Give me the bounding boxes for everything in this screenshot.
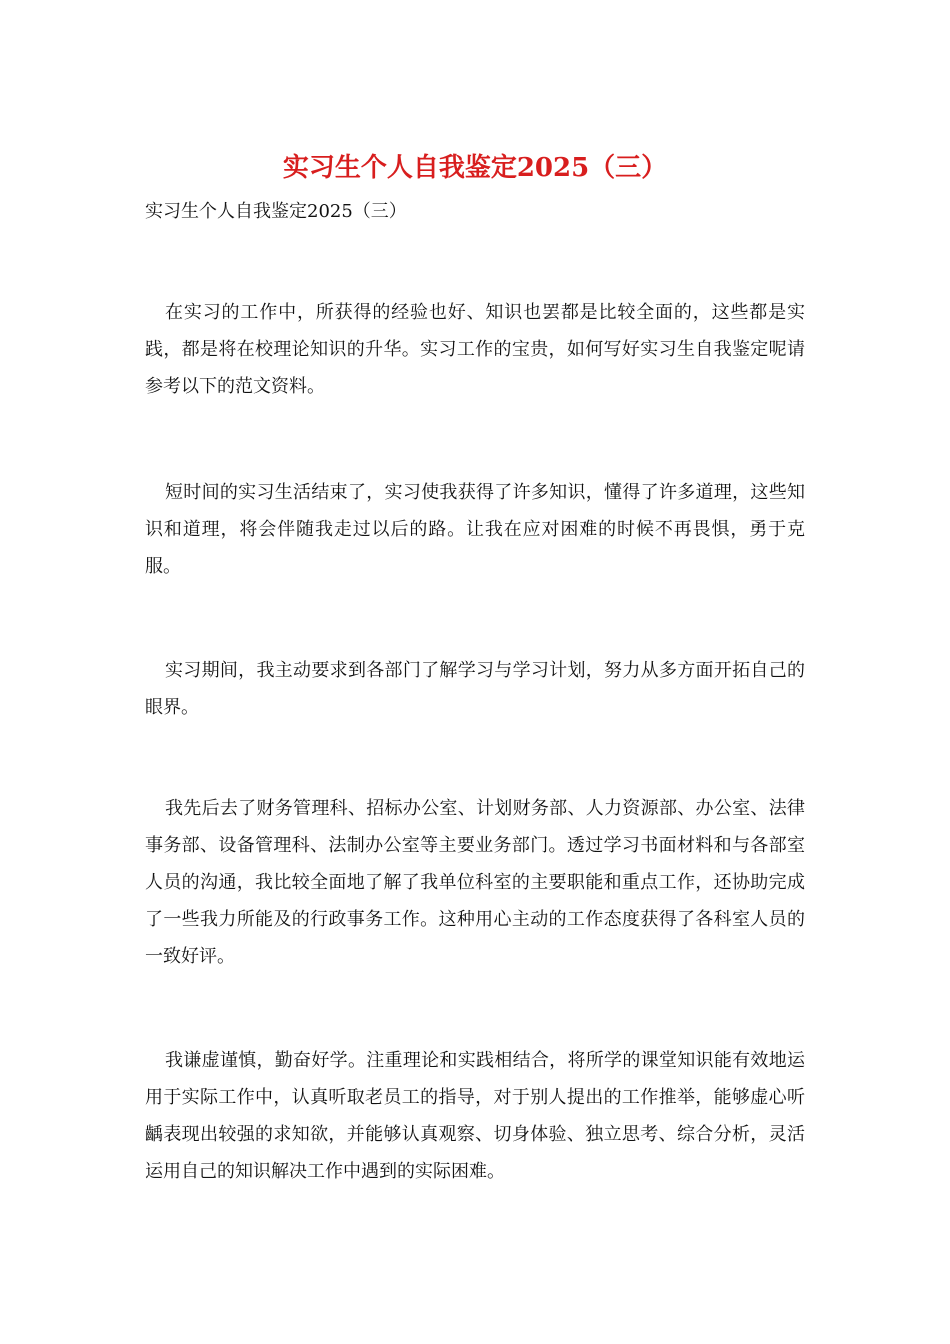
document-title: 实习生个人自我鉴定2025（三） bbox=[282, 153, 668, 183]
paragraph-3: 实习期间，我主动要求到各部门了解学习与学习计划，努力从多方面开拓自己的眼界。 bbox=[145, 660, 805, 718]
paragraph-2: 短时间的实习生活结束了，实习使我获得了许多知识，懂得了许多道理，这些知识和道理，将会伴随我走过以后的路。让我在应对困难的时候不再畏惧，勇于克服。 bbox=[145, 482, 805, 577]
paragraph-5: 我谦虚谨慎，勤奋好学。注重理论和实践相结合，将所学的课堂知识能有效地运用于实际工作中，认真听取老员工的指导，对于别人提出的工作推举，能够虚心听齲表现出较强的求知欲，并能够认真观察、切身体验、独立思考、综合分析，灵活运用自己的知识解决工作中遇到的实际困难。 bbox=[145, 1050, 805, 1182]
paragraph-4: 我先后去了财务管理科、招标办公室、计划财务部、人力资源部、办公室、法律事务部、设备管理科、法制办公室等主要业务部门。透过学习书面材料和与各部室人员的沟通，我比较全面地了解了我单位科室的主要职能和重点工作，还协助完成了一些我力所能及的行政事务工作。这种用心主动的工作态度获得了各科室人员的一致好评。 bbox=[145, 798, 805, 967]
document-subtitle: 实习生个人自我鉴定2025（三） bbox=[145, 201, 407, 222]
paragraph-1: 在实习的工作中，所获得的经验也好、知识也罢都是比较全面的，这些都是实践，都是将在校理论知识的升华。实习工作的宝贵，如何写好实习生自我鉴定呢请参考以下的范文资料。 bbox=[145, 302, 805, 397]
